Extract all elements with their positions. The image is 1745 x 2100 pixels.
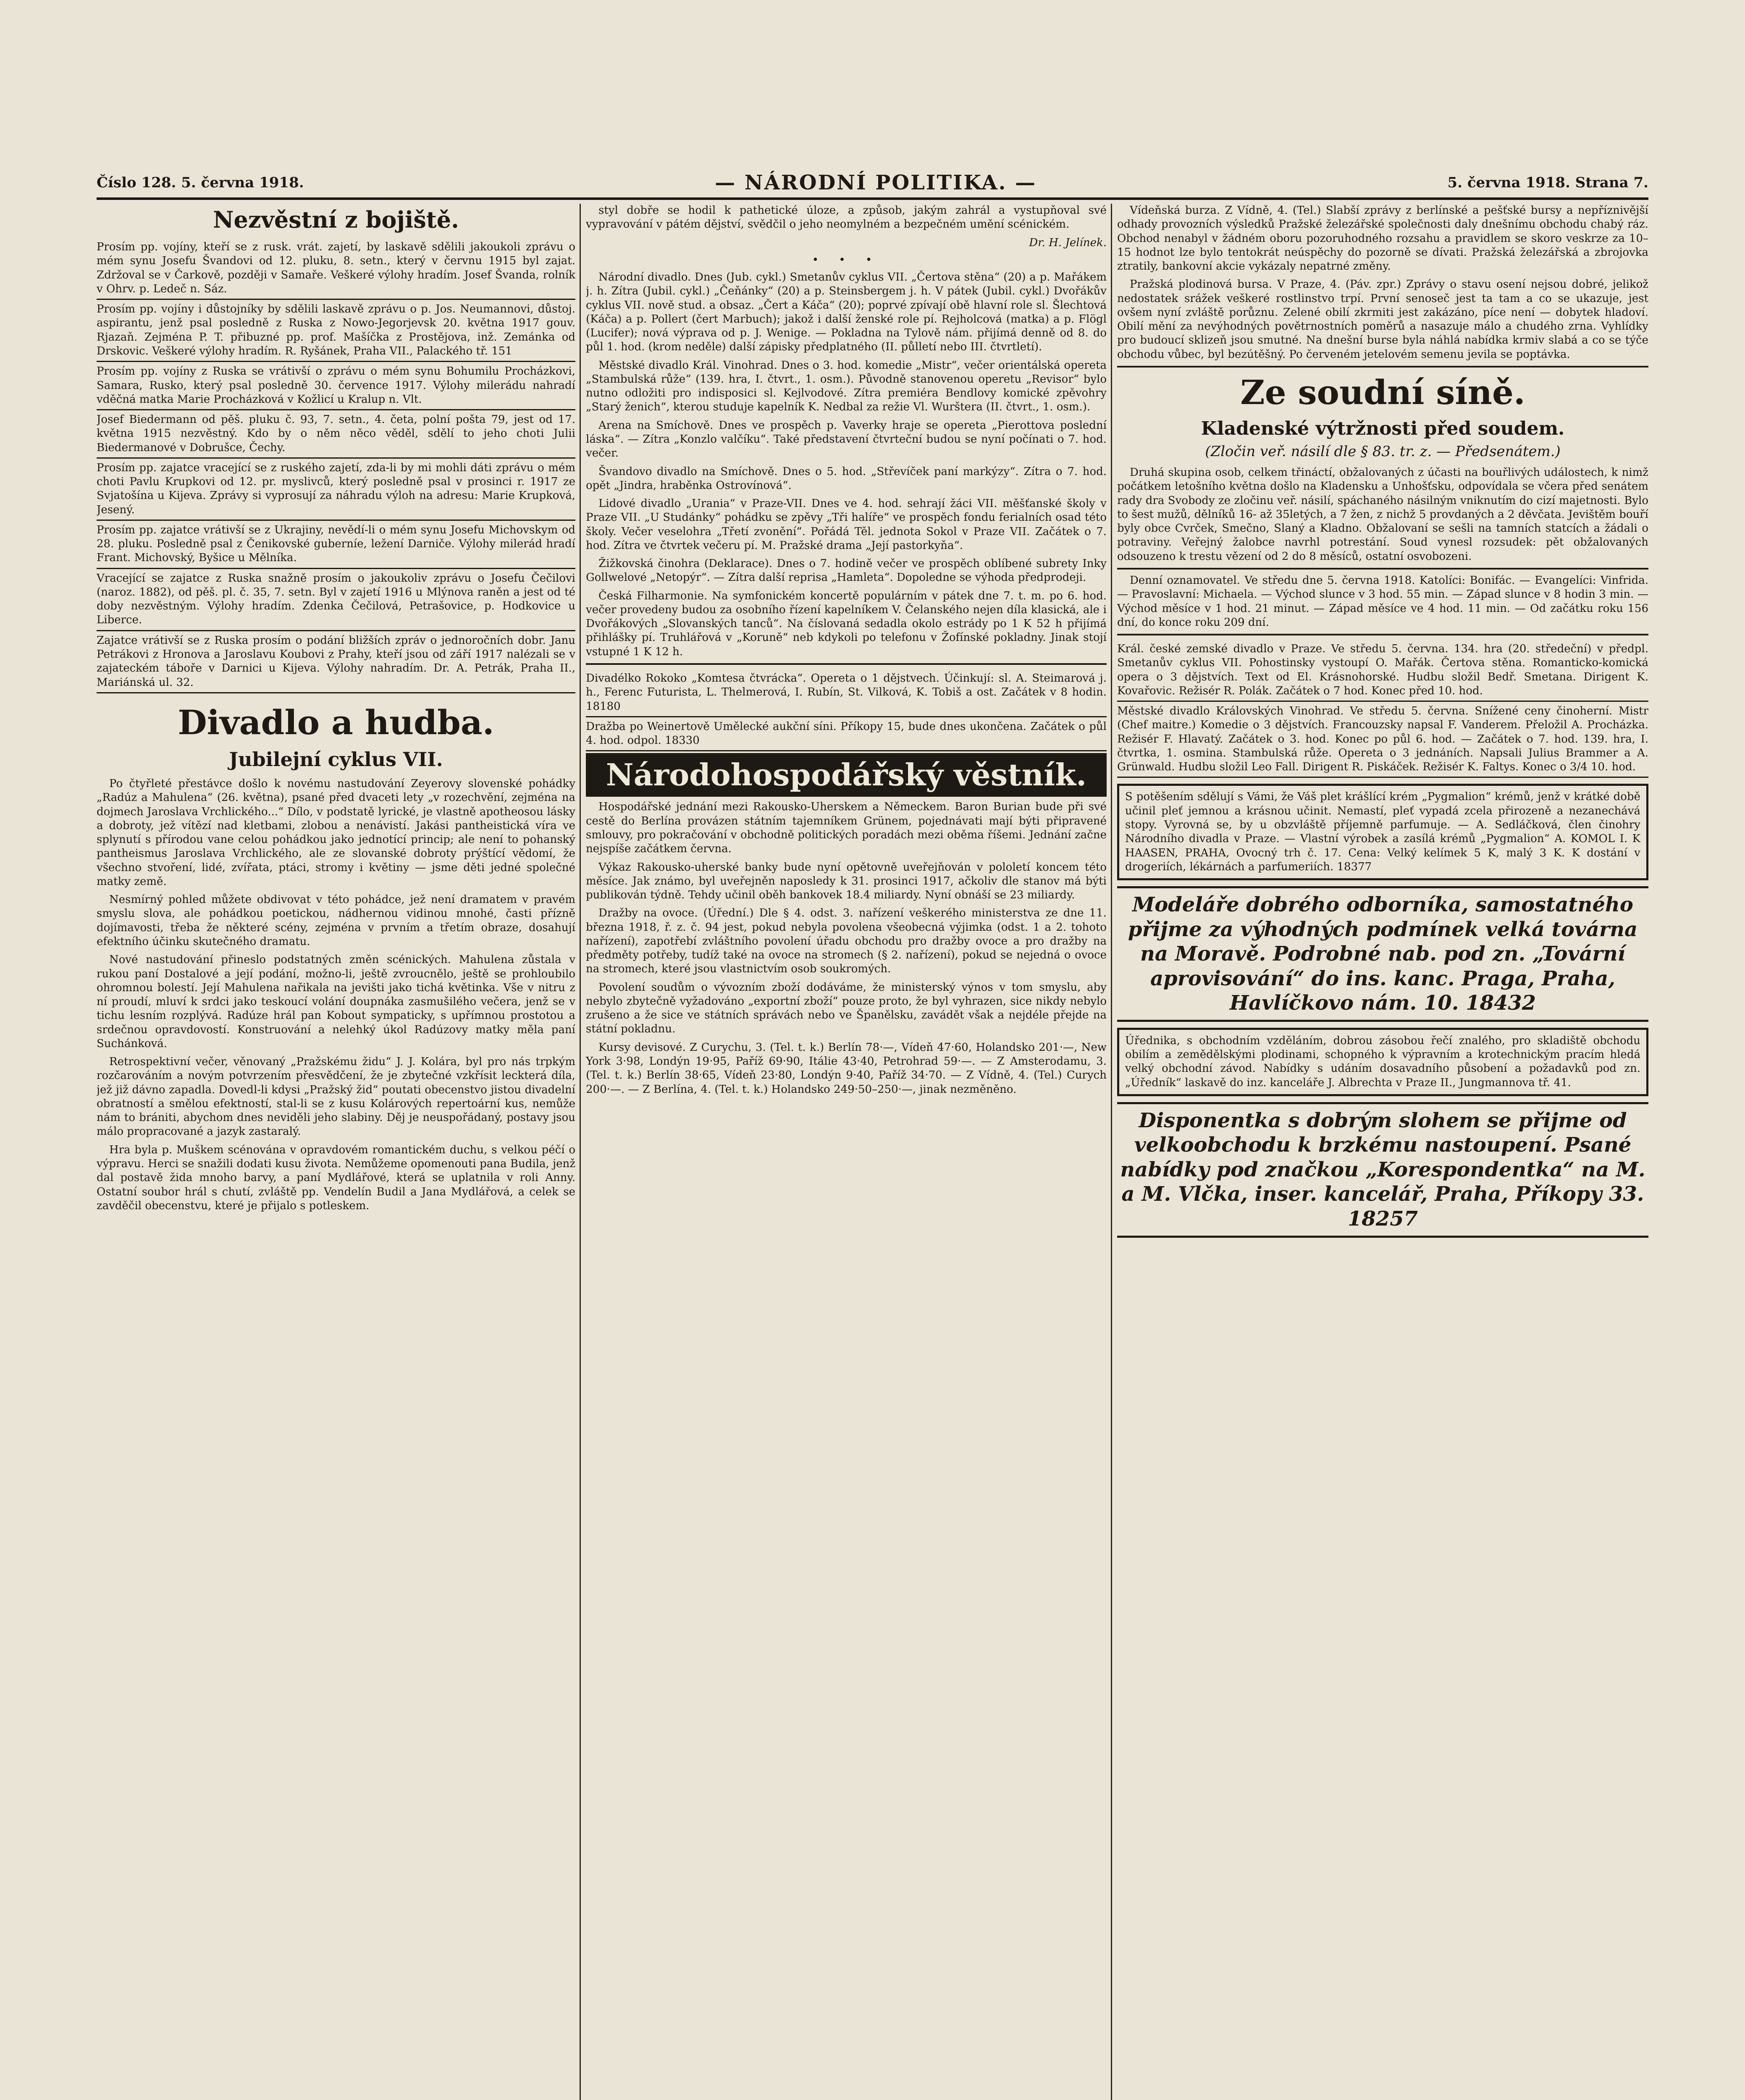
missing-notice: Prosím pp. vojíny z Ruska se vrátivší o zprávu o mém synu Bohumilu Procházkovi, Samara, Rusko, který psal posledně 30. července 1917. Výlohy milerádu nahradí vděčná matka Marie Procházková v Kožlicí u Kralup n. Vlt. [97,362,575,410]
missing-notice: Vracející se zajatce z Ruska snažně prosím o jakoukoliv zprávu o Josefu Čečilovi (naroz. 1882), od pěš. pl. č. 35, 7. setn. Byl v zajetí 1916 u Mlýnova raněn a jest od té doby nezvěstným. Výlohy hradím. Zdenka Čečilová, Petrašovice, p. Hodkovice u Liberce. [97,569,575,631]
theatre-news-item: Městské divadlo Král. Vinohrad. Dnes o 3. hod. komedie „Mistr“, večer orientálská opereta „Stambulská růže“ (139. hra, I. čtvrt., 1. osm.). Původně stanovenou operetu „Revisor“ bylo nutno odložiti pro indisposici sl. Kejlvodové. Zítra premiéra Bendlovy komické zpěvohry „Starý ženich“, kterou studuje kapelník K. Nedbal za režie Vl. Wurštera (II. čtvrt., 1. osm.). [586,359,1107,414]
economy-paragraph: Hospodářské jednání mezi Rakousko-Uherskem a Německem. Baron Burian bude při své cestě do Berlína provázen státním tajemníkem Grünem, pojednávati mají býti připravené smlouvy, pro pokračování v obchodně politických poradách mezi oběma říšemi. Jednání začne nejspíše začátkem června. [586,801,1107,856]
column-middle [586,204,1107,2100]
court-subheading: Kladenské výtržnosti před soudem. [1201,418,1565,440]
theatre-program-ad: Král. české zemské divadlo v Praze. Ve středu 5. června. 134. hra (20. středeční) v předpl. Smetanův cyklus VII. Pohostinsky vystoupí O. Mařák. Čertova stěna. Romanticko-komická opera o 3 dějstvích. Text od El. Krásnohorské. Hudbu složil Bedř. Smetana. Dirigent K. Kovařovic. Režisér R. Polák. Začátek o 7 hod. Konec před 10. hod. [1117,640,1648,702]
theatre-news-item: Švandovo divadlo na Smíchově. Dnes o 5. hod. „Střevíček paní markýzy“. Zítra o 7. hod. opět „Jindra, hraběnka Ostrovínová“. [586,465,1107,492]
theatre-program-ad: Městské divadlo Královských Vinohrad. Ve středu 5. června. Snížené ceny činoherní. Mistr (Chef maitre.) Komedie o 3 dějstvích. Francouzsky napsal F. Vanderem. Přeložil A. Procházka. Režisér F. Hlavatý. Začátek o 3. hod. Konec po půl 6. hod. — Začátek o 7. hod. 139. hra, I. čtvrtka, 1. osmina. Stambulská růže. Opereta o 3 jednáních. Napsali Julius Brammer a A. Grünwald. Hudbu složil Leo Fall. Dirigent R. Piskáček. Režisér K. Faltys. Konec o 3/4 10. hod. [1117,702,1648,778]
section-separator: • • • [812,253,881,266]
review-paragraph: Hra byla p. Muškem scénována v opravdovém romantickém duchu, s velkou péčí o výpravu. Herci se snažili dodati kusu života. Nemůžeme opomenouti pana Budila, jenž dal postavě žida mnoho barvy, a paní Mydlářové, která se uplatnila v roli Anny. Ostatní soubor hrál s chutí, zvláště pp. Vendelín Budil a Jana Mydlářová, a celek se zavděčil obecenstvu, které je přijalo s potleskem. [97,1143,575,1212]
dispatcher-job-ad: Disponentka s dobrým slohem se přijme od velkoobchodu k brzkému nastoupení. Psané nabídky pod značkou „Korespondentka“ na M. a M. Vlčka, inser. kancelář, Praha, Příkopy 33. 18257 [1117,1102,1648,1238]
missing-notice: Josef Biedermann od pěš. pluku č. 93, 7. setn., 4. četa, polní pošta 79, jest od 17. května 1915 nezvěstný. Kdo by o něm něco věděl, sdělí to jeho choti Julii Biedermanové v Dobrušce, Čechy. [97,410,575,459]
review-paragraph: Po čtyřleté přestávce došlo k novému nastudování Zeyerovy slovenské pohádky „Radúz a Mahulena“ (26. května), psané před dvaceti lety „v rozechvění, zejména na dojmech Jaroslava Vrchlického...“ Dílo, v podstatě lyrické, je vlastně apotheosou lásky a dobroty, jež vítězí nad kletbami, zlobou a nenávistí. Jakási pantheistická víra ve splynutí s přírodou vane celou pohádkou jako jednotící princip; ale není to pohanský pantheismus Jaroslava Vrchlického, ale ze slovanské dobroty prýštící vědomí, že všechno stvoření, lidé, zvířata, ptáci, stromy i květiny — jsme děti jedné společné matky země. [97,777,575,888]
column-rule [580,204,581,2100]
court-charge: (Zločin veř. násilí dle § 83. tr. z. — Předsenátem.) [1205,443,1561,460]
divider [586,663,1107,665]
missing-notice: Prosím pp. vojíny i důstojníky by sdělili laskavě zprávu o p. Jos. Neumannovi, důstoj. aspirantu, jenž psal posledně z Ruska z Nowo-Jegorjevsk 20. května 1917 gouv. Rjazaň. Zejména P. T. přibuzné pp. prof. Mašíčka z Prostějova, inž. Zemánka od Drskovic. Veškeré výlohy hradím. R. Ryšánek, Praha VII., Palackého tř. 151 [97,300,575,362]
missing-soldiers-heading: Nezvěstní z bojiště. [213,206,459,233]
theatre-news-item: Česká Filharmonie. Na symfonickém koncertě populárním v pátek dne 7. t. m. po 6. hod. večer provedeny budou za osobního řízení kapelníkem V. Čelanského nejen díla klasická, ale i Dvořákových „Slovanských tanců“. Na číslovaná sedadla okolo estrády po 1 K 52 h přijímá přihlášky pí. Truhlářová v „Koruně“ neb kdykoli po telefonu v Žofínské pokladny. Jinak stojí vstupné 1 K 12 h. [586,589,1107,658]
divider [1117,568,1648,570]
daily-almanac: Denní oznamovatel. Ve středu dne 5. června 1918. Katolíci: Bonifác. — Evangelíci: Vinfrida. — Pravoslavní: Michaela. — Východ slunce v 3 hod. 55 min. — Západ slunce v 8 hodin 3 min. — Východ měsíce v 1 hod. 21 minut. — Západ měsíce ve 4 hod. 11 min. — Od začátku roku 156 dní, do konce roku 209 dní. [1117,574,1648,629]
divider [1117,634,1648,635]
page-header [97,168,1648,200]
produce-exchange-item: Pražská plodinová bursa. V Praze, 4. (Páv. zpr.) Zprávy o stavu osení nejsou dobré, jelikož nedostatek srážek veškeré rostlinstvo trpí. První senoseč jest ta tam a co se ukazuje, jest ovšem nyní zvláště porůznu. Zelené obilí zkrmiti jest zakázáno, píce není — dobytek hladoví. Obilí mění za nevýhodných povětrnostních poměrů a nasazuje málo a chudého zrna. Vyhlídky pro budoucí sklizeň jsou smutné. Na dnešní burse byla náhlá nabídka krmiv slabá a co se týče obchodu vůbec, byl bezútěšný. Po červeném jetelovém semenu jevila se poptávka. [1117,278,1648,361]
theatre-news-item: Lidové divadlo „Urania“ v Praze-VII. Dnes ve 4. hod. sehrají žáci VII. měšťanské školy v Praze VII. „U Studánky“ pohádku se zpěvy „Tři halíře“ ve prospěch fondu ferialních osad této školy. Večer veselohra „Třetí zvonění“. Pořádá Těl. jednota Sokol v Praze VII. Začátek o 7. hod. Zítra ve čtvrtek večeru pí. M. Pražské drama „Její pastorkyňa“. [586,497,1107,552]
masthead-title: — NÁRODNÍ POLITIKA. — [715,171,1037,194]
court-report: Druhá skupina osob, celkem třináctí, obžalovaných z účasti na bouřlivých událostech, k nimž počátkem letošního května došlo na Kladensku a Unhošťsku, odpovídala se včera před senátem rady dra Svobody ze zločinu veř. násilí, spáchaného násilným vniknutím do cizí majetnosti. Bylo to šest mužů, dělníků 16- až 35letých, a 7 žen, z nichž 5 provdaných a 2 děvčata. Jevištěm bouří byly obce Cvrček, Smečno, Slaný a Kladno. Obžalovaní se sešli na tamních statcích a žádali o potraviny. Veřejný žalobce navrhl potrestání. Soud vynesl rozsudek: pět obžalovaných odsouzeno k trestu vězení od 2 do 8 měsíců, ostatní osvobozeni. [1117,466,1648,563]
clerk-job-ad: Úřednika, s obchodním vzděláním, dobrou zásobou řečí znalého, pro skladiště obchodu obilím a zemědělskými plodinami, schopného k výpravním a krotechnickým pracím hledá velký obchodní závod. Nabídky s udáním dosavadního působení a požadavků pod zn. „Úředník“ laskavě do inz. kanceláře J. Albrechta v Praze II., Jungmannova tř. 41. [1117,1028,1648,1096]
theatre-music-heading: Divadlo a hudba. [178,702,494,742]
economy-paragraph: Výkaz Rakousko-uherské banky bude nyní opětovně uveřejňován v pololetí koncem této měsíce. Jak známo, byl uveřejněn naposledy k 31. prosinci 1917, ačkoliv dle stanov má býti publikován týdně. Tehdy učinil oběh bankovek 18.4 miliardy. Nyní obnáší se 23 miliardy. [586,861,1107,902]
column-rule [1111,204,1112,2100]
theatre-news-item: Arena na Smíchově. Dnes ve prospěch p. Vaverky hraje se opereta „Pierottova poslední láska“. — Zítra „Konzlo valčíku“. Také představení čtvrteční budou se nyní počínati o 7. hod. večer. [586,419,1107,460]
theatre-news-item: Žižkovská činohra (Deklarace). Dnes o 7. hodině večer ve prospěch oblíbené subrety Inky Gollwelové „Netopýr“. — Zítra další reprisa „Hamleta“. Dopoledne se výhoda předprodeji. [586,557,1107,584]
column-left [97,204,575,2100]
theatre-news-item: Národní divadlo. Dnes (Jub. cykl.) Smetanův cyklus VII. „Čertova stěna“ (20) a p. Mařákem j. h. Zítra (Jubil. cykl.) „Čeňánky“ (20) a p. Steinsbergem j. h. V pátek (Jubil. cykl.) Dvořákův cyklus VII. nově stud. a obsaz. „Čert a Káča“ (20); poprvé zpívají obě hlavní role sl. Šlechtová (Káča) a p. Pollert (čert Marbuch); jakož i další ženské role pí. Rejholcová (matka) a p. Flögl (Lucifer); nová výprava od p. J. Wenige. — Pokladna na Tylově nám. přijímá denně od 8. do půl 1. hod. (krom neděle) další zápisky předplatného (II. půlletí nebo III. čtvrtletí). [586,271,1107,354]
export-paragraph: Povolení soudům o vývozním zboží dodáváme, že ministerský výnos v tom smyslu, aby nebylo zbytečně vyžadováno „exportní zboží“ pouze proto, že byl vyhrazen, sice nikdy nebylo zrušeno a že sice ve státních správách nebo ve Španělsku, zavádět však a nejdéle přejde na státní pokladnu. [586,981,1107,1036]
missing-notice: Zajatce vrátivší se z Ruska prosím o podání bližších zpráv o jednoročních dobr. Janu Petrákovi z Hronova a Jaroslavu Koubovi z Prahy, kteří jsou od září 1917 nalézali se v zajateckém táboře v Darnici u Kijeva. Výlohy nahradím. Dr. A. Petrák, Praha II., Mariánská ul. 32. [97,631,575,693]
missing-notice: Prosím pp. zajatce vracející se z ruského zajetí, zda-li by mi mohli dáti zprávu o mém choti Pavlu Krupkovi od 12. pr. myslivců, který posledně psal v prosinci r. 1917 ze Svjatošína u Kijeva. Zprávy si vyprosují za náhradu výloh na adresu: Marie Krupková, Jesený. [97,459,575,521]
stock-exchange-item: Vídeňská burza. Z Vídně, 4. (Tel.) Slabší zprávy z berlínské a pešťské bursy a nepříznivější odhady provozních výsledků Pražské železářské společnosti daly dnešnímu obchodu chabý ráz. Obchod nenabyl v žádném oboru pozoruhodného rozsahu a pravidlem se skoro veskrze za 10–15 hodnot lze bylo tentokrát neúspěchy do pozorně se dívati. Pražská železářská a zbrojovka ztratily, bankovní akcie vykázaly nepatrné změny. [1117,204,1648,273]
review-paragraph: Nesmírný pohled můžete obdivovat v této pohádce, jež není dramatem v pravém smyslu slova, ale pohádkou poetickou, nádhernou vidinou mnohé, časti přízně dojímavosti, třeba že některé scény, zejména v prvním a třetím obraze, dosahují efektního účinku skutečného dramatu. [97,893,575,948]
auction-ad: Dražba po Weinertově Umělecké aukční síni. Příkopy 15, bude dnes ukončena. Začátek o půl 4. hod. odpol. 18330 [586,717,1107,752]
column-right [1117,204,1648,2100]
review-signature: Dr. H. Jelínek. [1029,236,1107,249]
missing-notice: Prosím pp. zajatce vrátivší se z Ukrajiny, nevědí-li o mém synu Josefu Michovskym od 28. pluku. Posledně psal z Čenikovské guberníe, ležení Darniče. Výlohy milerád hradí Frant. Michovský, Byšice u Mělníka. [97,521,575,569]
exchange-rates-paragraph: Kursy devisové. Z Curychu, 3. (Tel. t. k.) Berlín 78·—, Vídeň 47·60, Holandsko 201·—, New York 3·98, Londýn 19·95, Paříž 69·90, Itálie 43·40, Petrohrad 59·—. — Z Amsterodamu, 3. (Tel. t. k.) Berlín 38·65, Vídeň 23·80, Londýn 9·40, Paříž 34·70. — Z Vídně, 4. (Tel.) Curych 200·—. — Z Berlína, 4. (Tel. t. k.) Holandsko 249·50–250·—, jinak nezměněno. [586,1041,1107,1096]
issue-date-left: Číslo 128. 5. června 1918. [97,174,304,191]
economy-heading: Národohospodářský věstník. [586,753,1107,797]
missing-notice: Prosím pp. vojíny, kteří se z rusk. vrát. zajetí, by laskavě sdělili jakoukoli zprávu o mém synu Josefu Švandovi od 12. pluku, 8. setn., který v červnu 1915 byl zajat. Zdržoval se v Čarkově, později v Samaře. Veškeré výlohy hradím. Josef Švanda, rolník v Ohrv. p. Ledeč n. Sáz. [97,238,575,300]
review-paragraph: Nové nastudování přineslo podstatných změn scénických. Mahulena zůstala v rukou paní Dostalové a její podání, možno-li, ještě zvroucnělo, ještě se prohloubilo ohromnou bolestí. Její Mahulena nařikala na jevišti jako tichá květinka. Vše v nitru z ní proudí, mluví k srdci jako teskoucí volání doupnáka zasmušilého večera, jenž se v tichu lesním rozplývá. Radúze hrál pan Kobout sympaticky, s upřímnou prostotou a srdečnou opravdovostí. Konstruování a nelehký úkol Radúzovy matky měla paní Suchánková. [97,953,575,1050]
court-heading: Ze soudní síně. [1117,366,1648,414]
economy-paragraph: Dražby na ovoce. (Úřední.) Dle § 4. odst. 3. nařízení veškerého ministerstva ze dne 11. března 1918, ř. z. č. 94 jest, pokud nebyla povolena všeobecná výjimka (odst. 1 a 2. tohoto nařízení), zapotřebí zvláštního povolení úřadu obchodu pro dražby ovoce a pro dražby na předměty potřeby, tudíž také na ovoce na stromech (§ 2. nařízení), pokud se nejedná o ovoce na stromech, které jsou vlastnictvím osob soukromých. [586,907,1107,976]
review-continuation: styl dobře se hodil k pathetické úloze, a způsob, jakým zahrál a vystupňoval své vypravování v pátém dějství, svědčil o jeho neomylném a bezpečném umění scénickém. [586,204,1107,231]
page-number-right: 5. června 1918. Strana 7. [1447,174,1648,191]
pygmalion-cream-ad: S potěšením sdělují s Vámi, že Váš plet krášlící krém „Pygmalion“ krémů, jenž v krátké době učinil pleť jemnou a krásnou učinit. Nemastí, pleť vypadá zcela přirozeně a nezanechává stopy. Vyrovná se, by u obzvláště příjemně parfumuje. — A. Sedláčková, člen činohry Národního divadla v Praze. — Vlastní výrobek a zasílá krémů „Pygmalion“ A. KOMOL I. K HAASEN, PRAHA, Ovocný trh č. 17. Cena: Velký kelímek 5 K, malý 3 K. K dostání v drogeriích, lékárnách a parfumeriích. 18377 [1117,784,1648,880]
rokoko-ad: Divadélko Rokoko „Komtesa čtvrácka“. Opereta o 1 dějstvech. Účinkují: sl. A. Steimarová j. h., Ferenc Futurista, L. Thelmerová, I. Rubín, St. Vilková, K. Tobiš a ost. Začátek v 8 hodin. 18180 [586,669,1107,717]
modeller-job-ad: Modeláře dobrého odborníka, samostatného přijme za výhodných podmínek velká továrna na Moravě. Podrobné nab. pod zn. „Tovární aprovisování“ do ins. kanc. Praga, Praha, Havlíčkovo nám. 10. 18432 [1117,886,1648,1022]
review-paragraph: Retrospektivní večer, věnovaný „Pražskému židu“ J. J. Kolára, byl pro nás trpkým rozčarováním a novým potvrzením přesvědčení, že je zbytečné vzkřísit leckterá díla, jež již dávno zapadla. Dovedl-li kdysi „Pražský žid“ poutati obecenstvo jistou divadelní obratností a smělou efektností, stal-li se z kusu Kolárových repertoární kus, nemůže nám to brániti, abychom dnes neviděli jeho slabiny. Děj je neuspořádaný, postavy jsou málo propracované a jazyk zastaralý. [97,1055,575,1138]
jubilee-cycle-subheading: Jubilejní cyklus VII. [229,748,443,771]
